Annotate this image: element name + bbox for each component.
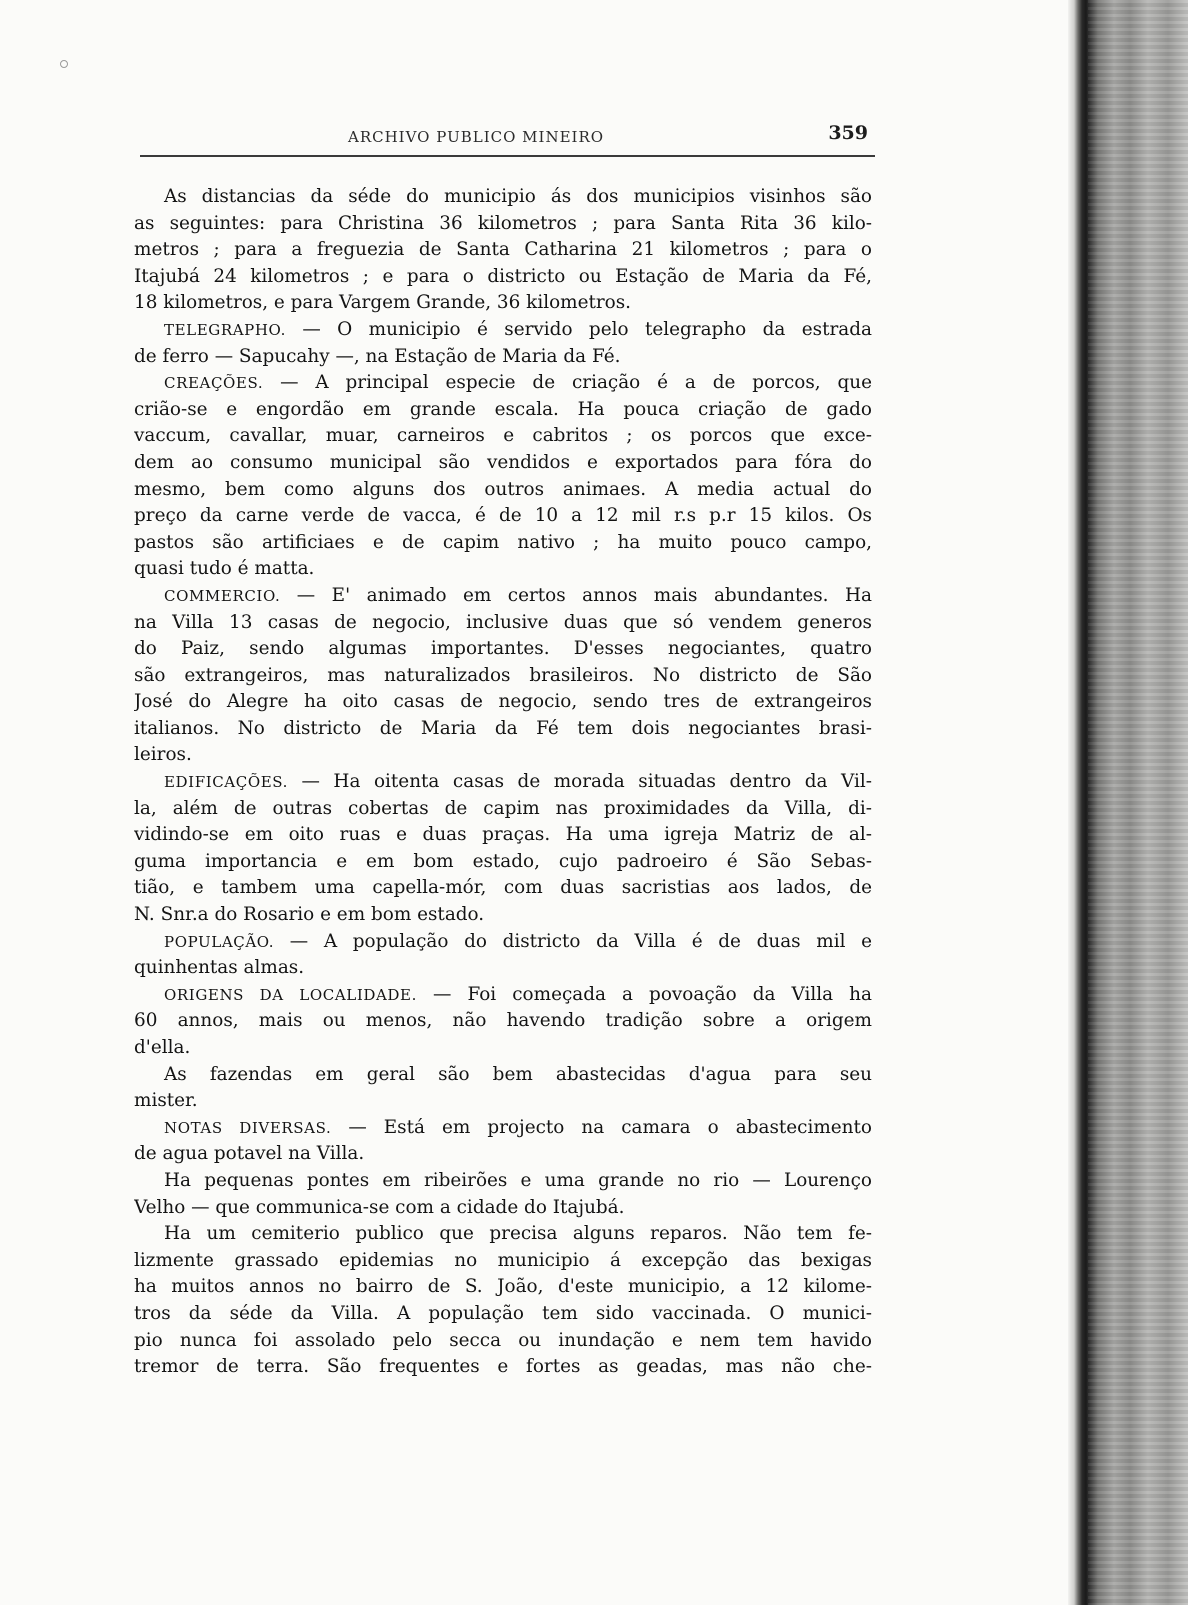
line-text: mesmo, bem como alguns dos outros animaes. A media actual do	[134, 478, 872, 500]
page-number: 359	[828, 122, 868, 144]
text-line	[134, 370, 872, 397]
text-line	[134, 742, 872, 769]
text-line	[134, 477, 872, 504]
text-line	[134, 1195, 872, 1222]
text-line	[134, 796, 872, 823]
line-text: ha muitos annos no bairro de S. João, d'este municipio, a 12 kilome-	[134, 1276, 872, 1298]
line-text: — Foi começada a povoação da Villa ha	[416, 983, 872, 1005]
text-line	[134, 1274, 872, 1301]
line-text: vidindo-se em oito ruas e duas praças. Ha uma igreja Matriz de al-	[134, 824, 872, 846]
line-text: — A população do districto da Villa é de duas mil e	[274, 930, 872, 952]
text-line	[134, 769, 872, 796]
text-line	[134, 556, 872, 583]
line-text: Ha um cemiterio publico que precisa alguns reparos. Não tem fe-	[164, 1223, 872, 1245]
text-line	[134, 583, 872, 610]
line-text: As fazendas em geral são bem abastecidas d'agua para seu	[164, 1063, 872, 1085]
text-line	[134, 317, 872, 344]
text-line	[134, 610, 872, 637]
text-line	[134, 902, 872, 929]
text-line	[134, 1141, 872, 1168]
line-text: quinhentas almas.	[134, 957, 305, 979]
text-line	[134, 689, 872, 716]
text-line	[134, 636, 872, 663]
margin-smudge	[60, 60, 68, 68]
text-line	[134, 211, 872, 238]
line-text: são extrangeiros, mas naturalizados brasileiros. No districto de São	[134, 664, 872, 686]
line-text: mister.	[134, 1090, 198, 1112]
text-line	[134, 875, 872, 902]
line-text: tião, e tambem uma capella-mór, com duas sacristias aos lados, de	[134, 877, 872, 899]
line-text: N. Snr.a do Rosario e em bom estado.	[134, 904, 485, 926]
text-line	[134, 503, 872, 530]
line-text: Ha pequenas pontes em ribeirões e uma grande no rio — Lourenço	[164, 1169, 872, 1191]
line-text: Itajubá 24 kilometros ; e para o districto ou Estação de Maria da Fé,	[134, 265, 872, 287]
line-text: as seguintes: para Christina 36 kilometros ; para Santa Rita 36 kilo-	[134, 212, 872, 234]
text-line	[134, 929, 872, 956]
text-line	[134, 1354, 872, 1381]
text-line	[134, 423, 872, 450]
line-text: de agua potavel na Villa.	[134, 1143, 365, 1165]
text-line	[134, 1328, 872, 1355]
body-text	[134, 184, 872, 1381]
text-line	[134, 849, 872, 876]
text-line	[134, 264, 872, 291]
section-heading: ORIGENS DA LOCALIDADE.	[164, 985, 417, 1004]
line-text: la, além de outras cobertas de capim nas proximidades da Villa, di-	[134, 797, 872, 819]
section-heading: CREAÇÕES.	[164, 374, 264, 393]
line-text: Velho — que communica-se com a cidade do Itajubá.	[134, 1196, 625, 1218]
line-text: José do Alegre ha oito casas de negocio, sendo tres de extrangeiros	[134, 691, 872, 713]
section-heading: NOTAS DIVERSAS.	[164, 1118, 332, 1137]
line-text: pio nunca foi assolado pelo secca ou inundação e nem tem havido	[134, 1329, 872, 1351]
section-heading: EDIFICAÇÕES.	[164, 773, 288, 792]
line-text: crião-se e engordão em grande escala. Ha pouca criação de gado	[134, 398, 872, 420]
line-text: tros da séde da Villa. A população tem sido vaccinada. O munici-	[134, 1302, 872, 1324]
text-line	[134, 955, 872, 982]
text-line	[134, 1008, 872, 1035]
line-text: d'ella.	[134, 1037, 191, 1058]
text-line	[134, 1035, 872, 1062]
text-line	[134, 1221, 872, 1248]
section-heading: COMMERCIO.	[164, 586, 281, 605]
text-line	[134, 1301, 872, 1328]
line-text: quasi tudo é matta.	[134, 558, 315, 580]
line-text: tremor de terra. São frequentes e fortes as geadas, mas não che-	[134, 1356, 872, 1378]
line-text: vaccum, cavallar, muar, carneiros e cabritos ; os porcos que exce-	[134, 425, 872, 447]
line-text: de ferro — Sapucahy —, na Estação de Maria da Fé.	[134, 345, 621, 367]
text-line	[134, 822, 872, 849]
text-line	[134, 184, 872, 211]
line-text: guma importancia e em bom estado, cujo padroeiro é São Sebas-	[134, 850, 872, 872]
line-text: metros ; para a freguezia de Santa Catharina 21 kilometros ; para o	[134, 239, 872, 261]
line-text: As distancias da séde do municipio ás dos municipios visinhos são	[164, 186, 872, 207]
line-text: italianos. No districto de Maria da Fé tem dois negociantes brasi-	[134, 717, 872, 739]
line-text: dem ao consumo municipal são vendidos e exportados para fóra do	[134, 451, 872, 473]
line-text: 60 annos, mais ou menos, não havendo tradição sobre a origem	[134, 1010, 872, 1032]
line-text: 18 kilometros, e para Vargem Grande, 36 kilometros.	[134, 292, 632, 314]
text-line	[134, 397, 872, 424]
text-line	[134, 237, 872, 264]
line-text: — Ha oitenta casas de morada situadas dentro da Vil-	[287, 771, 872, 793]
page-header	[138, 122, 878, 154]
text-line	[134, 663, 872, 690]
text-line	[134, 344, 872, 371]
text-line	[134, 1248, 872, 1275]
text-line	[134, 1062, 872, 1089]
text-line	[134, 290, 872, 317]
text-line	[134, 982, 872, 1009]
header-rule	[140, 155, 875, 157]
text-line	[134, 450, 872, 477]
text-line	[134, 1115, 872, 1142]
text-line	[134, 716, 872, 743]
text-line	[134, 1088, 872, 1115]
line-text: — O municipio é servido pelo telegrapho da estrada	[285, 318, 872, 340]
line-text: — A principal especie de criação é a de porcos, que	[263, 372, 872, 394]
text-line	[134, 530, 872, 557]
line-text: leiros.	[134, 744, 192, 766]
line-text: na Villa 13 casas de negocio, inclusive duas que só vendem generos	[134, 611, 872, 633]
line-text: preço da carne verde de vacca, é de 10 a 12 mil r.s p.r 15 kilos. Os	[134, 505, 872, 527]
line-text: — E' animado em certos annos mais abundantes. Ha	[280, 584, 872, 606]
binding-texture	[1088, 0, 1188, 1605]
line-text: pastos são artificiaes e de capim nativo ; ha muito pouco campo,	[134, 531, 872, 553]
line-text: do Paiz, sendo algumas importantes. D'esses negociantes, quatro	[134, 638, 872, 660]
running-title: ARCHIVO PUBLICO MINEIRO	[348, 128, 605, 146]
text-line	[134, 1168, 872, 1195]
section-heading: POPULAÇÃO.	[164, 932, 275, 951]
section-heading: TELEGRAPHO.	[164, 320, 286, 339]
line-text: lizmente grassado epidemias no municipio á excepção das bexigas	[134, 1249, 872, 1271]
line-text: — Está em projecto na camara o abastecimento	[331, 1116, 872, 1138]
